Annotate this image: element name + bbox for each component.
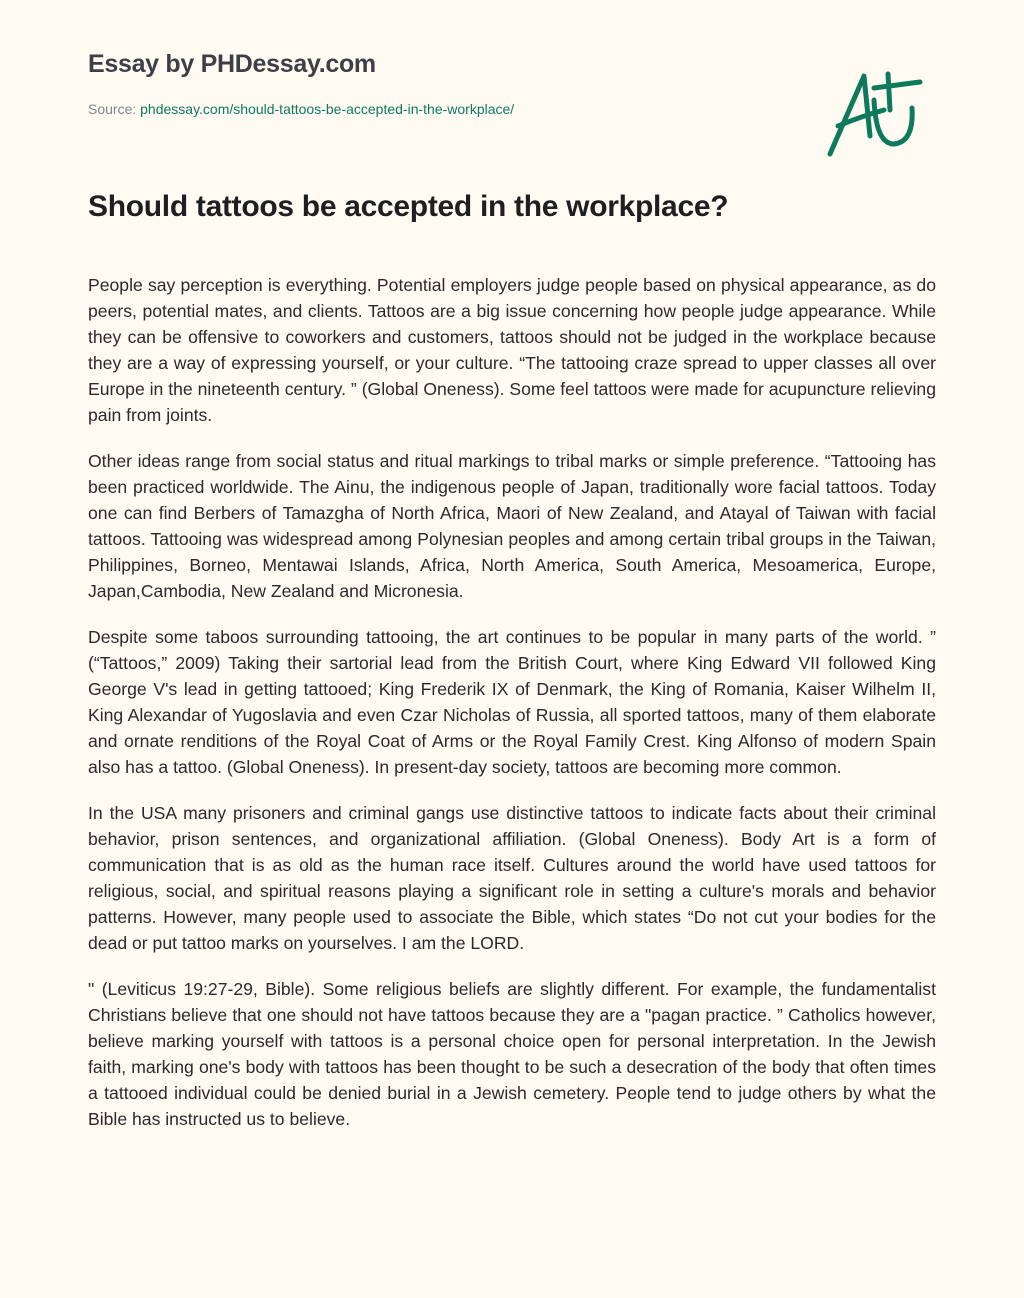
essay-paragraph: People say perception is everything. Potential employers judge people based on physical appearance, as do peers, potential mates, and clients. Tattoos are a big issue concerning how people judge appearance. While they can be offensive to coworkers and customers, tattoos should not be judged in the workplace because they are a way of expressing yourself, or your culture. “The tattooing craze spread to upper classes all over Europe in the nineteenth century. ” (Global Oneness). Some feel tattoos were made for acupuncture relieving pain from joints.: [88, 275, 936, 425]
essay-paragraph: Other ideas range from social status and ritual markings to tribal marks or simple preference. “Tattooing has been practiced worldwide. The Ainu, the indigenous people of Japan, traditionally wore facial tattoos. Today one can find Berbers of Tamazgha of North Africa, Maori of New Zealand, and Atayal of Taiwan with facial tattoos. Tattooing was widespread among Polynesian peoples and among certain tribal groups in the Taiwan, Philippines, Borneo, Mentawai Islands, Africa, North America, South America, Mesoamerica, Europe, Japan,Cambodia, New Zealand and Micronesia.: [88, 451, 936, 601]
source-label: Source:: [88, 101, 141, 117]
essay-body: [88, 272, 936, 1250]
site-brand: Essay by PHDessay.com: [88, 50, 376, 78]
source-link[interactable]: phdessay.com/should-tattoos-be-accepted-in-the-workplace/: [140, 101, 515, 117]
essay-paragraph: Despite some taboos surrounding tattooing, the art continues to be popular in many parts of the world. ” (“Tattoos,” 2009) Taking their sartorial lead from the British Court, where King Edward VII followed King George V's lead in getting tattooed; King Frederik IX of Denmark, the King of Romania, Kaiser Wilhelm II, King Alexandar of Yugoslavia and even Czar Nicholas of Russia, all sported tattoos, many of them elaborate and ornate renditions of the Royal Coat of Arms or the Royal Family Crest. King Alfonso of modern Spain also has a tattoo. (Global Oneness). In present-day society, tattoos are becoming more common.: [88, 627, 936, 777]
essay-paragraph: " (Leviticus 19:27-29, Bible). Some religious beliefs are slightly different. For example, the fundamentalist Christians believe that one should not have tattoos because they are a "pagan practice. ” Catholics however, believe marking yourself with tattoos is a personal choice open for personal interpretation. In the Jewish faith, marking one's body with tattoos has been thought to be such a desecration of the body that often times a tattooed individual could be denied burial in a Jewish cemetery. People tend to judge others by what the Bible has instructed us to believe.: [88, 979, 936, 1129]
source-line: [88, 101, 514, 117]
essay-paragraph: In the USA many prisoners and criminal gangs use distinctive tattoos to indicate facts about their criminal behavior, prison sentences, and organizational affiliation. (Global Oneness). Body Art is a form of communication that is as old as the human race itself. Cultures around the world have used tattoos for religious, social, and spiritual reasons playing a significant role in setting a culture's morals and behavior patterns. However, many people used to associate the Bible, which states “Do not cut your bodies for the dead or put tattoo marks on yourselves. I am the LORD.: [88, 803, 936, 953]
essay-title: Should tattoos be accepted in the workplace?: [88, 190, 729, 223]
a-plus-logo-icon: [822, 64, 928, 160]
